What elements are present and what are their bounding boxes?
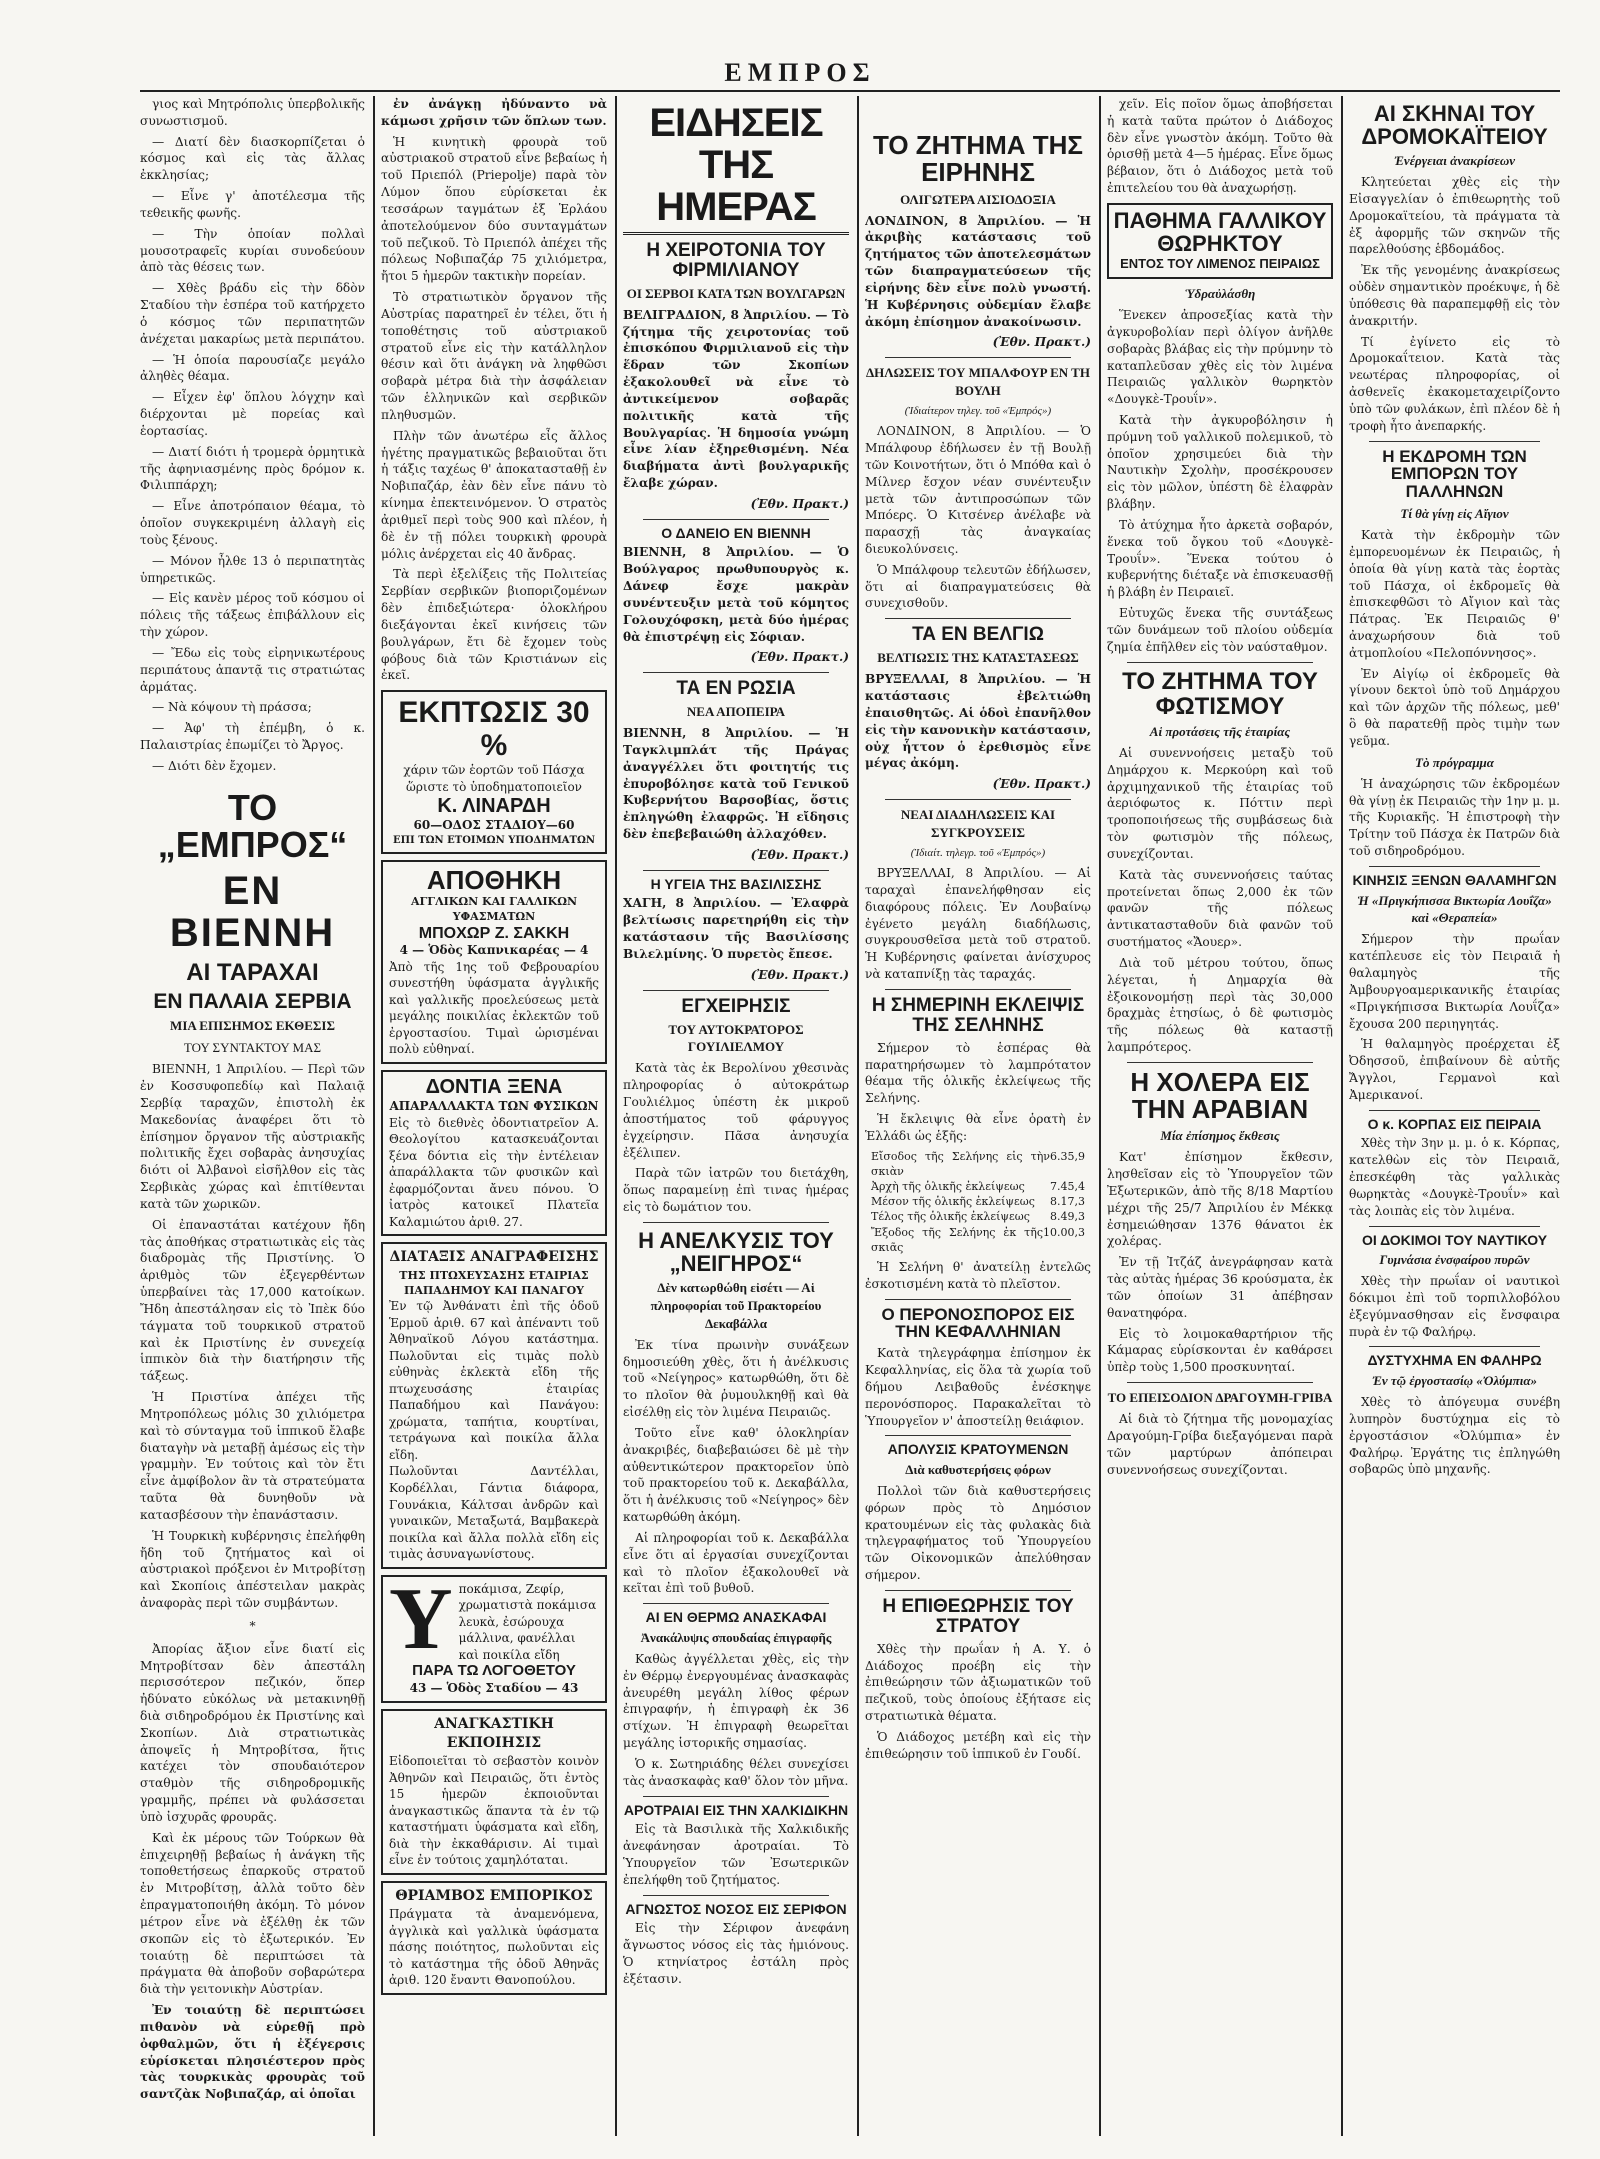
paragraph: Χθὲς τὴν πρωΐαν ἡ Α. Υ. ὁ Διάδοχος προέβη εἰς τὴν ἐπιθεώρησιν τῶν ἀξιωματικῶν τοῦ πεζικοῦ, τοὺς ὁποίους ἐξήτασε εἰς στρατιωτικὰ θέματα. (865, 1641, 1091, 1724)
ad-text: Πωλοῦνται Δαντέλλαι, Κορδέλλαι, Γάντια διάφορα, Γουνάκια, Κάλτσαι ἀνδρῶν καὶ γυναικῶν, Μεταξωτά, Βαμβακερὰ ποικίλα καὶ ἄλλα πολλὰ εἴδη εἰς τιμὰς ἀσυναγωνίστους. (389, 1464, 599, 1562)
paragraph: Ἡ Πριστίνα ἀπέχει τῆς Μητροπόλεως μόλις 30 χιλιόμετρα καὶ τὸ σύνταγμα τοῦ ἱππικοῦ ἔλαβε διαταγὴν νὰ μεταβῇ ἀμέσως εἰς τὴν γραμμὴν. Ἐν τούτοις καὶ τὸν ἔτι εἶνε ἀμφίβολον ἂν τὰ στρατεύματα ταῦτα θὰ δυνηθοῦν νὰ κατασβέσουν τὴν ἐπανάστασιν. (140, 1390, 365, 1522)
paragraph: Ἡ κινητικὴ φρουρὰ τοῦ αὐστριακοῦ στρατοῦ εἶνε βεβαίως ἡ τοῦ Πριεπόλ (Priepolje) παρὰ τὸν Λύμον ὅπου εὑρίσκεται ἐκ τεσσάρων ταγμάτων ἐξ Ἑρλάου ἀποτελούμενον δύο συνταγμάτων τοῦ πεζικοῦ. Τὸ Πριεπόλ ἀπέχει τῆς πόλεως Νοβιπαζάρ 75 χιλιόμετρα, ἤτοι 5 ἡμερῶν τακτικὴν πορείαν. (381, 134, 607, 284)
headline: ΕΓΧΕΙΡΗΣΙΣ (681, 995, 791, 1017)
ad-subtitle: ΤΗΣ ΠΤΩΧΕΥΣΑΣΗΣ ΕΤΑΙΡΙΑΣ ΠΑΠΑΔΗΜΟΥ ΚΑΙ ΠΑΝΑΓΟΥ (399, 1268, 589, 1297)
paragraph: Τὸ ἀτύχημα ἦτο ἀρκετὰ σοβαρόν, ἕνεκα τοῦ ὄγκου τοῦ «Δουγκὲ-Τρουΐν». Ἕνεκα τούτου ὁ κυβερνήτης διέταξε νὰ ἐπισκευασθῇ ἡ βλάβη ἐν Πειραιεῖ. (1107, 517, 1333, 600)
divider (1369, 1346, 1540, 1347)
paragraph: Κατὰ τὴν ἀγκυροβόλησιν ἡ πρύμνη τοῦ γαλλικοῦ πολεμικοῦ, τὸ ὁποῖον χρησιμεύει διὰ τὴν Ναυτικὴν Σχολὴν, προσέκρουσεν εἰς τὸν μῶλον, ὑπέστη δὲ ἐλαφρὰν βλάβην. (1107, 413, 1333, 512)
headline: ΑΓΝΩΣΤΟΣ ΝΟΣΟΣ ΕΙΣ ΣΕΡΙΦΟΝ (625, 1900, 847, 1917)
headline: ΑΙ ΕΝ ΘΕΡΜΩ ΑΝΑΣΚΑΦΑΙ (645, 1609, 827, 1626)
headline: Η ΧΕΙΡΟΤΟΝΙΑ ΤΟΥ ΦΙΡΜΙΛΙΑΝΟΥ (646, 240, 826, 281)
paragraph: γιος καὶ Μητρόπολις ὑπερβολικῆς συνωστισμοῦ. (140, 97, 365, 128)
paragraph: Ἐκ τῆς γενομένης ἀνακρίσεως οὐδὲν σημαντικὸν προέκυψε, ἡ δὲ ὑπόθεσις θὰ παραπεμφθῇ εἰς τὸν ἀνακριτήν. (1349, 263, 1560, 328)
table-row (871, 1179, 1085, 1194)
ad-name: ΜΠΟΧΩΡ Ζ. ΣΑΚΚΗ (418, 924, 570, 942)
divider (885, 618, 1071, 619)
subheadline: Ὑδραὐλάσθη (1184, 286, 1256, 302)
subheadline: (Ἰδιαίτερον τηλεγ. τοῦ «Ἐμπρός») (904, 405, 1052, 418)
ad-address: 4 — Ὁδὸς Καπνικαρέας — 4 (399, 943, 589, 958)
paragraph: Ἐν Αἰγίῳ οἱ ἐκδρομεῖς θὰ γίνουν δεκτοὶ ὑπὸ τοῦ Δημάρχου καὶ τῶν ἀρχῶν τῆς πόλεως, μεθ' ὃ θὰ παρατεθῇ πρὸς τιμὴν των γεῦμα. (1349, 666, 1560, 748)
paragraph: ΒΡΥΞΕΛΛΑΙ, 8 Ἀπριλίου. — Ἡ κατάστασις ἐβελτιώθη ἐπαισθητῶς. Αἱ ὁδοὶ ἐπανῆλθον εἰς τὴν κανονικὴν κατάστασιν, οὐχ ἧττον ὁ ἐρεθισμὸς εἶνε μέγας ἀκόμη. (865, 672, 1091, 771)
paragraph: Αἱ πληροφορίαι τοῦ κ. Δεκαβάλλα εἶνε ὅτι αἱ ἐργασίαι συνεχίζονται καὶ τὸ πλοῖον ἐξακολουθεῖ νὰ κεῖται ἐπὶ τοῦ βυθοῦ. (623, 1530, 849, 1596)
ad-title: ΑΝΑΓΚΑΣΤΙΚΗ ΕΚΠΟΙΗΣΙΣ (434, 1715, 554, 1751)
headline: Η ΥΓΕΙΑ ΤΗΣ ΒΑΣΙΛΙΣΣΗΣ (650, 875, 822, 892)
paragraph: Χθὲς τὸ ἀπόγευμα συνέβη λυπηρὸν δυστύχημα εἰς τὸ ἐργοστάσιον «Ὀλύμπια» ἐν Φαλήρῳ. Ἐργάτης τις ἐπληγώθη σοβαρῶς ὑπὸ μηχανῆς. (1349, 1395, 1560, 1477)
paragraph: Καθὼς ἀγγέλλεται χθὲς, εἰς τὴν ἐν Θέρμῳ ἐνεργουμένας ἀνασκαφὰς ἀνευρέθη μεγάλη λίθος φέρων ἐπιγραφήν, ἡ ἐπιγραφὴ ἐκ 36 στίχων. Ἡ ἐπιγραφὴ θεωρεῖται μεγάλης ἱστορικῆς σημασίας. (623, 1651, 849, 1751)
divider (885, 357, 1071, 358)
paragraph: ΒΕΛΙΓΡΑΔΙΟΝ, 8 Ἀπριλίου. — Τὸ ζήτημα τῆς χειροτονίας τοῦ ἐπισκόπου Φιρμιλιανοῦ εἰς τὴν ἕδραν τῶν Σκοπίων ἐξακολουθεῖ νὰ εἶνε τὸ ἀντικείμενον σοβαρᾶς πολιτικῆς κατὰ τῆς Βουλγαρίας. Ἡ δημοσία γνώμη εἶνε λίαν ἐξηρεθισμένη. Νέα διαβήματα ἀντὶ βουλγαρικῆς ἔλαβε χώραν. (623, 307, 849, 491)
eclipse-table (871, 1149, 1085, 1255)
ad-text: Πράγματα τὰ ἀναμενόμενα, ἀγγλικὰ καὶ γαλλικὰ ὑφάσματα πάσης ποιότητος, πωλοῦνται εἰς τὸ κατάστημα τῆς ὁδοῦ Ἀθηνᾶς ἀριθ. 120 ἔναντι Θανοπούλου. (389, 1907, 599, 1988)
row-label: Τέλος τῆς ὁλικῆς ἐκλείψεως (871, 1210, 1030, 1224)
paragraph: Ἐν τῇ Ἰτζάζ ἀνεγράφησαν κατὰ τὰς αὐτὰς ἡμέρας 36 κρούσματα, ἐκ τῶν ὁποίων 31 ἀπέβησαν θανατηφόρα. (1107, 1255, 1333, 1320)
paragraph: — Χθὲς βράδυ εἰς τὴν δδὸν Σταδίου τὴν ἑσπέρα τοῦ κατήρχετο ὁ κόσμος τῶν περιπατητῶν ἀνέχεται μακαρίως μετὰ περιπάτου. (140, 281, 365, 346)
paragraph: Πολλοὶ τῶν διὰ καθυστερήσεις φόρων πρὸς τὸ Δημόσιον κρατουμένων εἰς τὰς φυλακὰς διὰ τηλεγραφήματος τοῦ Ὑπουργείου τῶν Οἰκονομικῶν ἀπελύθησαν σήμερον. (865, 1483, 1091, 1583)
ad-subtitle: ΑΓΓΛΙΚΩΝ ΚΑΙ ΓΑΛΛΙΚΩΝ ΥΦΑΣΜΑΤΩΝ (410, 895, 578, 924)
paragraph: Ἡ ἔκλειψις θὰ εἶνε ὁρατὴ ἐν Ἑλλάδι ὡς ἑξῆς: (865, 1112, 1091, 1143)
column-rule (615, 96, 617, 2136)
advertisement (381, 1709, 607, 1875)
paragraph: Ὁ Διάδοχος μετέβη καὶ εἰς τὴν ἐπιθεώρησιν τοῦ ἱππικοῦ ἐν Γουδί. (865, 1729, 1091, 1761)
divider (885, 1299, 1071, 1300)
table-row (871, 1149, 1085, 1179)
column-1 (140, 96, 365, 2136)
paragraph: Διὰ τοῦ μέτρου τούτου, ὅπως λέγεται, ἡ Δημαρχία θὰ ἐξοικονομήσῃ περὶ τὰς 30,000 δραχμὰς ἐτησίως, ὁ δὲ φωτισμὸς τῆς πόλεως θὰ καταστῇ λαμπρότερος. (1107, 955, 1333, 1054)
column-3 (623, 96, 849, 2136)
paragraph: — Νὰ κόψουν τὴ πράσσα; (152, 700, 312, 715)
divider (643, 1222, 829, 1223)
paragraph: χεῖν. Εἰς ποῖον ὅμως ἀποβήσεται ἡ κατὰ ταῦτα πρώτον ὁ Διάδοχος δὲν εἶνε γνωστὸν ἀκόμη. Τοῦτο θὰ ὁρισθῇ μετὰ 4—5 ἡμέρας. Εἶνε ὅμως βέβαιον, ὅτι ὁ Διάδοχος μετὰ τοῦ ἐπιτελείου του θὰ ἀναχωρήσῃ. (1107, 97, 1333, 196)
row-label: Ἔξοδος τῆς Σελήνης ἐκ τῆς σκιᾶς (871, 1225, 1043, 1254)
section-title: ΕΙΔΗΣΕΙΣ ΤΗΣ ΗΜΕΡΑΣ (623, 102, 849, 235)
subheadline: ΜΙΑ ΕΠΙΣΗΜΟΣ ΕΚΘΕΣΙΣ (170, 1018, 335, 1034)
paragraph: Καὶ ἐκ μέρους τῶν Τούρκων θὰ ἐπιχειρηθῇ βεβαίως ἡ ἀνάγκη τῆς τοποθετήσεως ἐπαρκοῦς στρατοῦ ἐν Μιτροβίτσῃ, ἀλλὰ τοῦτο δὲν ἐπραγματοποιήθη ἀκόμη. Τὸ μόνον μέτρον εἶνε νὰ ἐξέλθῃ ἐκ τῶν σκοπῶν εἰς τὸ ἐξωτερικόν. Ἐν τοιαύτῃ δὲ περιπτώσει τὰ πράγματα θὰ ἀποβοῦν σοβαρώτερα διὰ τὴν γειτονικὴν Αὐστρίαν. (140, 1830, 365, 1997)
headline: ΑΙ ΤΑΡΑΧΑΙ (186, 959, 319, 987)
divider (1127, 1382, 1313, 1383)
divider (643, 1895, 829, 1896)
ad-text: ποκάμισα, Ζεφίρ, χρωματιστὰ ποκάμισα λευκὰ, ἐσώρουχα μάλλινα, φανέλλαι καὶ ποικίλα εἴδη (458, 1581, 597, 1662)
column-2 (381, 96, 607, 2136)
subheadline: Γυμνάσια ἐνσφαίρου πυρῶν (1379, 1252, 1530, 1268)
headline: ΑΠΟΛΥΣΙΣ ΚΡΑΤΟΥΜΕΝΩΝ (887, 1441, 1069, 1458)
paragraph: — Διατί δὲν διασκορπίζεται ὁ κόσμος καὶ εἰς τὰς ἄλλας ἐκκλησίας; (140, 134, 365, 183)
headline: Η ΣΗΜΕΡΙΝΗ ΕΚΛΕΙΨΙΣ ΤΗΣ ΣΕΛΗΝΗΣ (871, 994, 1085, 1036)
paragraph: Κατὰ τὰς ἐκ Βερολίνου χθεσινὰς πληροφορίας ὁ αὐτοκράτωρ Γουλιέλμος ὑπέστη ἐκ μικροῦ ἀποστήματος τοῦ φάρυγγος ἐγχείρησιν. Πᾶσα ἀνησυχία ἐξέλιπεν. (623, 1061, 849, 1160)
paragraph: Ἡ Σελήνη θ' ἀνατείλῃ ἐντελῶς ἐσκοτισμένη κατὰ τὸ πλεῖστον. (865, 1259, 1091, 1291)
headline: ΔΥΣΤΥΧΗΜΑ ΕΝ ΦΑΛΗΡΩ (1367, 1352, 1542, 1369)
advertisement (381, 1881, 607, 1995)
subheadline: ΟΙ ΣΕΡΒΟΙ ΚΑΤΑ ΤΩΝ ΒΟΥΛΓΑΡΩΝ (626, 285, 846, 301)
paragraph: Τί ἐγίνετο εἰς τὸ Δρομοκαΐτειον. Κατὰ τὰς νεωτέρας πληροφορίας, οἱ ἀσθενεῖς ἐκακομεταχειρίζοντο ὑπὸ τῶν φυλάκων, ἐπὶ πλέον δὲ ἡ τροφὴ ἦτο ἀνεπαρκής. (1349, 334, 1560, 433)
subheadline: ΝΕΑ ΑΠΟΠΕΙΡΑ (686, 704, 786, 720)
banner-title: ΤΟ „ΕΜΠΡΟΣ“ (157, 786, 348, 866)
subheadline: Μία ἐπίσημος ἔκθεσις (1160, 1128, 1280, 1144)
divider (885, 1590, 1071, 1591)
source-credit: (Ἐθν. Πρακτ.) (750, 967, 849, 982)
paragraph: — Ἀφ' τὴ ἐπέμβη, ὁ κ. Παλαιστρίας ἐπωμίζει τὸ Ἄργος. (140, 721, 365, 752)
column-rule (373, 96, 375, 2136)
paragraph: Ἡ Τουρκικὴ κυβέρνησις ἐπελήφθη ἤδη τοῦ ζητήματος καὶ οἱ αὐστριακοὶ πρόξενοι ἐν Μιτροβίτσῃ καὶ Σκοπίοις ἀπέστειλαν μακρὰς ἀναφορὰς περὶ τῶν συμβάντων. (140, 1528, 365, 1611)
paragraph: — Ἔδω εἰς τοὺς εἰρηνικωτέρους περιπάτους ἀπαντᾷ τις στρατιώτας ἀρμάτας. (140, 645, 365, 694)
ad-name: Κ. ΛΙΝΑΡΔΗ (437, 795, 551, 818)
subheadline: Ἐν τῷ ἐργοστασίῳ «Ὀλύμπια» (1371, 1373, 1538, 1389)
separator-star: * (249, 1618, 256, 1633)
ad-title: ΘΡΙΑΜΒΟΣ ΕΜΠΟΡΙΚΟΣ (395, 1887, 593, 1904)
ad-initial: Υ (389, 1570, 453, 1668)
paragraph: — Τὴν ὁποίαν πολλαὶ μουσοτραφεῖς κυρίαι συνοδεύουν ἀπὸ τὰς θέσεις των. (140, 226, 365, 275)
headline: Η ΕΠΙΘΕΩΡΗΣΙΣ ΤΟΥ ΣΤΡΑΤΟΥ (882, 1595, 1074, 1637)
source-credit: (Ἐθν. Πρακτ.) (750, 650, 849, 665)
paragraph: ΒΙΕΝΝΗ, 8 Ἀπριλίου. — Ἡ Ταγκλιμπλάτ τῆς Πράγας ἀναγγέλλει ὅτι φοιτητής τις ἐπυροβόλησε κατὰ τοῦ Γενικοῦ Κυβερνήτου Βαρσοβίας, ὅστις ἐπληγώθη ἐλαφρῶς. Ἡ εἴδησις δὲν ἐπεβεβαιώθη ἀλλαχόθεν. (623, 726, 849, 842)
headline: ΑΡΟΤΡΑΙΑΙ ΕΙΣ ΤΗΝ ΧΑΛΚΙΔΙΚΗΝ (623, 1801, 849, 1818)
ad-text: Εἰδοποιεῖται τὸ σεβαστὸν κοινὸν Ἀθηνῶν καὶ Πειραιῶς, ὅτι ἐντὸς 15 ἡμερῶν ἐκποιοῦνται ἀναγκαστικῶς ἅπαντα τὰ ἐν τῷ καταστήματι ὑφάσματα καὶ εἴδη, διὰ τὴν ἐκκαθάρισιν. Αἱ τιμαὶ εἶνε ἐν τούτοις χαμηλόταται. (389, 1754, 599, 1868)
paragraph: Ἀπορίας ἄξιον εἶνε διατί εἰς Μητροβίτσαν δὲν ἀπεστάλη περισσότερον πεζικόν, ὅπερ ἠδύνατο εὐκόλως νὰ μετακινηθῇ διὰ σιδηροδρόμου ἐκ Πριστίνης καὶ Σκοπίων. Διὰ στρατιωτικὰς ἀποψεῖς ἡ Μητροβίτσα, ἥτις κατέχει τὸν σπουδαιότερον σταθμὸν τῆς σιδηροδρομικῆς γραμμῆς, πρέπει νὰ φυλάσσεται ὑπὸ ἰσχυρᾶς φρουρᾶς. (140, 1641, 365, 1824)
advertisement (381, 1242, 607, 1568)
divider (643, 672, 829, 673)
paragraph: ΒΙΕΝΝΗ, 8 Ἀπριλίου. — Ὁ Βούλγαρος πρωθυπουργὸς κ. Δάνεφ ἔσχε μακρὰν συνέντευξιν μετὰ τοῦ κόμητος Γολουχόφσκη, μετὰ δύο ἡμέρας θὰ ἐπιστρέψῃ εἰς Σόφιαν. (623, 545, 849, 644)
source-credit: (Ἐθν. Πρακτ.) (750, 847, 849, 862)
table-row (871, 1194, 1085, 1209)
paragraph: — Διότι δὲν ἔχομεν. (152, 758, 277, 773)
paragraph: Εἰς τὸ λοιμοκαθαρτήριον τῆς Κάμαρας εὑρίσκονται ἐν καθάρσει ὑπὲρ τοὺς 1,500 προσκυνηταί. (1107, 1326, 1333, 1375)
column-4 (865, 96, 1091, 2136)
row-value: 7.45,4 (1050, 1180, 1085, 1194)
advertisement (381, 860, 607, 1064)
ad-title: ΔΟΝΤΙΑ ΞΕΝΑ (425, 1075, 563, 1098)
paragraph: — Εἰς κανὲν μέρος τοῦ κόσμου οἱ πόλεις τῆς τάξεως ἐπιβάλλουν εἰς τὴν χώρον. (140, 591, 365, 640)
paragraph: Κλητεύεται χθὲς εἰς τὴν Εἰσαγγελίαν ὁ ἐπιθεωρητὴς τοῦ Δρομοκαϊτείου, τὰ πράγματα τὰ ἐξ ἀφορμῆς τῶν σκηνῶν τῆς παρελθούσης ἑβδομάδος. (1349, 175, 1560, 257)
subheadline: Διὰ καθυστερήσεις φόρων (905, 1462, 1051, 1478)
divider (1127, 1062, 1313, 1063)
masthead (0, 0, 1600, 87)
row-label: Μέσον τῆς ὁλικῆς ἐκλείψεως (871, 1195, 1035, 1209)
divider (643, 519, 829, 520)
subheadline: Ἐνέργειαι ἀνακρίσεων (1393, 153, 1515, 169)
divider (643, 870, 829, 871)
divider (885, 989, 1071, 990)
divider (885, 799, 1071, 800)
paragraph: Ἡ θαλαμηγὸς προέρχεται ἐξ Ὀδησσοῦ, ἐπιβαίνουν δὲ αὐτῆς Ἄγγλοι, Γερμανοὶ καὶ Ἀμερικανοί. (1349, 1037, 1560, 1102)
paragraph: Ἡ ἀναχώρησις τῶν ἐκδρομέων θὰ γίνῃ ἐκ Πειραιῶς τὴν 1ην μ. μ. τῆς Κυριακῆς. Ἡ ἐπιστροφὴ τὴν Τρίτην τοῦ Πάσχα ἐκ Πατρῶν διὰ τοῦ σιδηροδρόμου. (1349, 776, 1560, 859)
headline: ΤΑ ΕΝ ΒΕΛΓΙΩ (912, 624, 1044, 646)
paragraph: ΧΑΓΗ, 8 Ἀπριλίου. — Ἐλαφρὰ βελτίωσις παρετηρήθη εἰς τὴν κατάστασιν τῆς Βασιλίσσης Βιλελμίνης. Ὁ πυρετὸς ἔπεσε. (623, 896, 849, 961)
subheadline: Αἱ προτάσεις τῆς ἑταιρίας (1149, 723, 1291, 739)
ad-title: ΔΙΑΤΑΞΙΣ ΑΝΑΓΡΑΦΕΙΣΗΣ (389, 1249, 599, 1266)
top-rule (140, 90, 1560, 92)
table-row (871, 1209, 1085, 1224)
divider (1369, 1110, 1540, 1111)
divider (643, 1603, 829, 1604)
subheadline: (Ἰδιαίτ. τηλεγρ. τοῦ «Ἐμπρός») (910, 846, 1046, 859)
paragraph: Πλὴν τῶν ἀνωτέρω εἶς ἄλλος ἡγέτης πραγματικῶς βεβαιοῦται ὅτι ἡ τάξις ταχέως θ' ἀποκατασταθῇ ἐν Νοβιπαζάρ, ἐὰν δὲν εἶνε πάνυ τὸ κίνημα ἐπεκτεινόμενον. Ὁ στρατὸς ἀριθμεῖ περὶ τοὺς 900 καὶ πλέον, ἡ δὲ ἐν τῇ πόλει τουρκικὴ φρουρὰ μόλις ἀνέρχεται εἰς 40 ἄνδρας. (381, 428, 607, 561)
headline: ΚΙΝΗΣΙΣ ΞΕΝΩΝ ΘΑΛΑΜΗΓΩΝ (1352, 871, 1557, 888)
paragraph: Κατὰ τηλεγράφημα ἐπίσημον ἐκ Κεφαλληνίας, εἰς ὅλα τὰ χωρία τοῦ δήμου Λειβαθοῦς ἐνέσκηψε περονόσπορος. Παρακαλεῖται τὸ Ὑπουργεῖον ν' ἀποστείλῃ θειάφιον. (865, 1346, 1091, 1428)
divider (1369, 866, 1540, 867)
paragraph: — Εἶνε γ' ἀποτέλεσμα τῆς τεθεικῆς φωνῆς. (140, 189, 365, 220)
subheadline: Δὲν κατωρθώθη εἰσέτι — Αἱ πληροφορίαι τοῦ Πρακτορείου Δεκαβάλλα (650, 1280, 822, 1331)
divider (643, 1796, 829, 1797)
headline: Η ΑΝΕΛΚΥΣΙΣ ΤΟΥ „ΝΕΙΓΗΡΟΣ“ (638, 1227, 834, 1276)
advertisement (381, 1070, 607, 1236)
paragraph: — Μόνον ἦλθε 13 ὁ περιπατητὰς ὑπηρετικῶς. (140, 553, 365, 585)
headline: ΤΑ ΕΝ ΡΩΣΙΑ (676, 678, 796, 700)
source-credit: (Ἐθν. Πρακτ.) (992, 335, 1091, 350)
paragraph: ΒΡΥΞΕΛΛΑΙ, 8 Ἀπριλίου. — Αἱ ταραχαὶ ἐπανελήφθησαν εἰς διαφόρους πόλεις. Ἐν Λουβαίνῳ ἐγένετο μεγάλη διαδήλωσις, συγκρουσθεῖσα μετὰ τοῦ στρατοῦ. Ἡ Κυβέρνησις φαίνεται ἀνίσχυρος νὰ καταπνίξῃ τὰς ταραχάς. (865, 866, 1091, 981)
ad-address: 60—ΟΔΟΣ ΣΤΑΔΙΟΥ—60 (413, 818, 575, 833)
paragraph: — Ἡ ὁποία παρουσίαζε μεγάλο ἀληθὲς θέαμα. (140, 352, 365, 384)
paragraph: ἐν ἀνάγκῃ ἠδύναντο νὰ κάμωσι χρῆσιν τῶν ὅπλων των. (381, 97, 607, 128)
headline: ΟΙ ΔΟΚΙΜΟΙ ΤΟΥ ΝΑΥΤΙΚΟΥ (1361, 1231, 1548, 1248)
subheadline: Ἡ «Πριγκήπισσα Βικτωρία Λουΐζα» καὶ «Θεραπεία» (1357, 892, 1552, 926)
byline: ΤΟΥ ΣΥΝΤΑΚΤΟΥ ΜΑΣ (183, 1040, 322, 1056)
source-credit: (Ἐθν. Πρακτ.) (750, 496, 849, 511)
paragraph: Παρὰ τῶν ἰατρῶν του διετάχθη, ὅπως παραμείνῃ ἐπὶ τινας ἡμέρας εἰς τὸ δωμάτιον του. (623, 1166, 849, 1214)
subheadline: ΒΕΛΤΙΩΣΙΣ ΤΗΣ ΚΑΤΑΣΤΑΣΕΩΣ (877, 650, 1079, 666)
paragraph: Χθὲς τὴν πρωΐαν οἱ ναυτικοὶ δόκιμοι ἐπὶ τοῦ τορπιλλοβόλου ἐξεγύμνασθησαν εἰς ἔνσφαιρα πυρὰ ἐν τῷ Φαλήρῳ. (1349, 1274, 1560, 1339)
row-value: 6.35,9 (1050, 1149, 1085, 1163)
column-6 (1349, 96, 1560, 2136)
ad-subtitle: ΑΠΑΡΑΛΛΑΚΤΑ ΤΩΝ ΦΥΣΙΚΩΝ (389, 1098, 599, 1113)
paragraph: Ὁ Μπάλφουρ τελευτῶν ἐδήλωσεν, ὅτι αἱ διαπραγματεύσεις θὰ συνεχισθοῦν. (865, 562, 1091, 611)
paragraph: Κατὰ τὰς συνεννοήσεις ταύτας προτείνεται ὅπως 2,000 ἐκ τῶν φανῶν τῆς πόλεως ἀντικατασταθοῦν διὰ φανῶν τοῦ συστήματος «Ἄουερ». (1107, 867, 1333, 950)
headline: ΕΝ ΠΑΛΑΙΑ ΣΕΡΒΙΑ (153, 990, 352, 1014)
ad-text: Ἀπὸ τῆς 1ης τοῦ Φεβρουαρίου συνεστήθη ὑφάσματα ἀγγλικῆς καὶ γαλλικῆς προελεύσεως μετὰ μεγάλης ποικιλίας ἐκλεκτῶν τοῦ ἐργοστασίου. Τιμαὶ ὡρισμέναι πολὺ εὐθηναί. (389, 959, 599, 1057)
divider (1369, 441, 1540, 442)
paragraph: ΛΟΝΔΙΝΟΝ, 8 Ἀπριλίου. — Ὁ Μπάλφουρ ἐδήλωσεν ἐν τῇ Βουλῇ τῶν Κοινοτήτων, ὅτι ὁ Μπόθα καὶ ὁ Μίλνερ ἔσχον νέαν συνέντευξιν μετὰ τῶν ἀντιπροσώπων τῶν Μπόερς. Ὁ Κιτσένερ ἀνέλαβε νὰ παρασχῇ τὰς ἀναγκαίας διευκολύνσεις. (865, 424, 1091, 556)
paragraph: Ἐκ τίνα πρωινὴν συνάξεων δημοσιεύθη χθὲς, ὅτι ἡ ἀνέλκυσις τοῦ «Νείγηρος» κατωρθώθη, ὅτι δὲ το πλοῖον θὰ ῥυμουλκηθῇ καὶ θὰ εἰσέλθῃ εἰς τὸν λιμένα Πειραιῶς. (623, 1337, 849, 1420)
ad-text: Εἰς τὸ διεθνὲς ὀδοντιατρεῖον Α. Θεολογίτου κατασκευάζονται ξένα δόντια εἰς τὴν ἐντέλειαν ἀπαράλλακτα τῶν φυσικῶν καὶ ἐφαρμόζονται ἄνευ πόνου. Ὁ ἰατρὸς κατοικεῖ Πλατεῖα Καλαμιώτου ἀριθ. 27. (389, 1115, 599, 1229)
subheadline: ΤΟ ΕΠΕΙΣΟΔΙΟΝ ΔΡΑΓΟΥΜΗ-ΓΡΙΒΑ (1107, 1390, 1333, 1406)
paragraph: — Διατί διότι ἡ τρομερὰ ὁρμητικὰ τῆς ἀφηνιασμένης πρὸς δρόμον κ. Φιλιππάρχη; (140, 444, 365, 493)
paragraph: Εἰς τὴν Σέριφον ἀνεφάνη ἄγνωστος νόσος εἰς τὰς ἡμιόνους. Ὁ κτηνίατρος ἐστάλη πρὸς ἐξέτασιν. (623, 1921, 849, 1986)
paragraph: ΒΙΕΝΝΗ, 1 Ἀπριλίου. — Περὶ τῶν ἐν Κοσσυφοπεδίῳ καὶ Παλαιᾷ Σερβίᾳ ταραχῶν, ἐπιστολὴ ἐκ Μακεδονίας ἀναφέρει ὅτι τὸ ἐπίσημον ὄργανον τῆς αὐστριακῆς πολιτικῆς ἔχει σοβαρὰς ἀνησυχίας διότι οἱ Ἀλβανοὶ εἰσῆλθον εἰς τὰς Σερβικὰς χώρας καὶ ἐπιτίθενται κατὰ τῶν χωρικῶν. (140, 1062, 365, 1211)
paragraph: Αἱ διὰ τὸ ζήτημα τῆς μονομαχίας Δραγούμη-Γρίβα διεξαγόμεναι παρὰ τῶν μαρτύρων ἀπόπειραι συνεννοήσεως συνεχίζονται. (1107, 1412, 1333, 1477)
paragraph: — Εἶχεν ἐφ' ὅπλου λόγχην καὶ διέρχονται μὲ πορείας καὶ ἑορτασίας. (140, 390, 365, 438)
subheadline: ΟΛΙΓΩΤΕΡΑ ΑΙΣΙΟΔΟΞΙΑ (900, 191, 1056, 207)
paragraph: Ἐν τοιαύτῃ δὲ περιπτώσει πιθανὸν νὰ εὑρεθῇ πρὸ ὀφθαλμῶν, ὅτι ἡ ἐξέγερσις εὑρίσκεται πλησιέστερον πρὸς τὰς τουρκικὰς φρουρὰς τοῦ σαντζὰκ Νοβιπαζάρ, αἱ ὁποῖαι (140, 2003, 365, 2102)
ad-title: ΕΚΠΤΩΣΙΣ 30 % (398, 696, 590, 763)
headline: Ο ΔΑΝΕΙΟ ΕΝ ΒΙΕΝΝΗ (661, 524, 811, 541)
headline: ΠΑΘΗΜΑ ΓΑΛΛΙΚΟΥ ΘΩΡΗΚΤΟΥ (1113, 207, 1327, 257)
paragraph: Ὁ κ. Σωτηριάδης θέλει συνεχίσει τὰς ἀνασκαφὰς καθ' ὅλον τὸν μῆνα. (623, 1756, 849, 1788)
row-label: Ἀρχὴ τῆς ὁλικῆς ἐκλείψεως (871, 1180, 1025, 1194)
divider (1369, 1226, 1540, 1227)
subheadline: Τί θὰ γίνῃ εἰς Αἴγιον (1400, 506, 1509, 522)
paragraph: Κατ' ἐπίσημον ἔκθεσιν, λησθεῖσαν εἰς τὸ Ὑπουργεῖον τῶν Ἐξωτερικῶν, ἀπὸ τῆς 8/18 Μαρτίου μέχρι τῆς 25/7 Ἀπριλίου ἐν Μέκκᾳ ἐσημειώθησαν 1376 θάνατοι ἐκ χολέρας. (1107, 1150, 1333, 1249)
paragraph: Ἕνεκεν ἀπροσεξίας κατὰ τὴν ἀγκυροβολίαν περὶ ὀλίγον ἀνῆλθε σοβαρὰς βλάβας εἰς τὴν πρύμνην τὸ καταπλεῦσαν χθὲς εἰς τὸν λιμένα Πειραιῶς γαλλικὸν θωρηκτὸν «Δουγκὲ-Τρουΐν». (1107, 308, 1333, 407)
headline: Ο ΠΕΡΟΝΟΣΠΟΡΟΣ ΕΙΣ ΤΗΝ ΚΕΦΑΛΛΗΝΙΑΝ (881, 1304, 1075, 1342)
ad-footer: ΕΠΙ ΤΩΝ ΕΤΟΙΜΩΝ ΥΠΟΔΗΜΑΤΩΝ (392, 834, 596, 846)
ad-address: 43 — Ὁδὸς Σταδίου — 43 (409, 1680, 579, 1695)
column-5 (1107, 96, 1333, 2136)
paragraph: — Εἶνε ἀποτρόπαιον θέαμα, τὸ ὁποῖον συγκεκριμένη ἀλλαγὴ εἰς τοὺς ξένους. (140, 499, 365, 547)
paragraph: Εὐτυχῶς ἕνεκα τῆς συντάξεως τῶν δυνάμεων τοῦ πλοίου οὐδεμία ζημία ἐπῆλθεν εἰς τὸν ναύσταθμον. (1107, 606, 1333, 654)
paragraph: Εἰς τὰ Βασιλικὰ τῆς Χαλκιδικῆς ἀνεφάνησαν ἀροτραίαι. Τὸ Ὑπουργεῖον τῶν Ἐσωτερικῶν ἐπελήφθη τοῦ ζητήματος. (623, 1822, 849, 1887)
subheadline: ΕΝΤΟΣ ΤΟΥ ΛΙΜΕΝΟΣ ΠΕΙΡΑΙΩΣ (1120, 256, 1320, 272)
divider (885, 1435, 1071, 1436)
divider (643, 990, 829, 991)
row-label: Εἴσοδος τῆς Σελήνης εἰς τὴν σκιὰν (871, 1149, 1050, 1178)
column-rule (1341, 96, 1343, 2136)
headline: ΤΟ ΖΗΤΗΜΑ ΤΟΥ ΦΩΤΙΣΜΟΥ (1122, 667, 1318, 720)
banner-subtitle: ΕΝ ΒΙΕΝΝΗ (169, 869, 336, 956)
headline: Η ΧΟΛΕΡΑ ΕΙΣ ΤΗΝ ΑΡΑΒΙΑΝ (1130, 1066, 1310, 1125)
paragraph: Αἱ συνεννοήσεις μεταξὺ τοῦ Δημάρχου κ. Μερκούρη καὶ τοῦ ἀρχιμηχανικοῦ τῆς ἑταιρίας τοῦ ἀεριόφωτος κ. Πόττιν περὶ τροποποιήσεως τῆς συμβάσεως διὰ τὸν φωτισμὸν τῆς πόλεως, συνεχίζονται. (1107, 745, 1333, 861)
source-credit: (Ἐθν. Πρακτ.) (992, 777, 1091, 792)
row-value: 8.17,3 (1050, 1195, 1085, 1209)
row-value: 8.49,3 (1050, 1210, 1085, 1224)
headline: Η ΕΚΔΡΟΜΗ ΤΩΝ ΕΜΠΟΡΩΝ ΤΟΥ ΠΑΛΛΗΝΩΝ (1382, 446, 1527, 502)
paragraph: Σήμερον τὴν πρωΐαν κατέπλευσε εἰς τὸν Πειραιᾶ ἡ θαλαμηγὸς τῆς Ἀμβουργοαμερικανικῆς ἑταιρίας «Πριγκήπισσα Βικτωρία Λουΐζα» ἔχουσα 200 περιηγητάς. (1349, 932, 1560, 1031)
headline: ΤΟ ΖΗΤΗΜΑ ΤΗΣ ΕΙΡΗΝΗΣ (872, 130, 1084, 188)
column-rule (857, 96, 859, 2136)
newspaper-name: ΕΜΠΡΟΣ (724, 58, 876, 87)
subheadline: ΤΟΥ ΑΥΤΟΚΡΑΤΟΡΟΣ ΓΟΥΙΛΙΕΛΜΟΥ (668, 1021, 804, 1055)
ad-text: χάριν τῶν ἑορτῶν τοῦ Πάσχα ὥριστε τὸ ὑποδηματοποιεῖον (403, 763, 585, 794)
headline: Ο κ. ΚΟΡΠΑΣ ΕΙΣ ΠΕΙΡΑΙΑ (1367, 1115, 1542, 1132)
paragraph: Τὰ περὶ ἐξελίξεις τῆς Πολιτείας Σερβίαν σερβικῶν βιοποριζομένων δὲν ἐπιδεξιώτερα· ὁλοκλήρου διεξάγονται ἐκεῖ κινήσεις τῶν βουλγάρων, ἔτι δὲ ἔχομεν τοὺς φόβους διὰ τῶν Κριστιάνων εἰς ἐκεῖ. (381, 567, 607, 683)
paragraph: Χθὲς τὴν 3ην μ. μ. ὁ κ. Κόρπας, κατελθὼν εἰς τὸν Πειραιᾶ, ἐπεσκέφθη τὰς γαλλικὰς θωρηκτὰς «Δουγκὲ-Τρουΐν» καὶ τὰς λοιπὰς εἰς τὸν λιμένα. (1349, 1136, 1560, 1218)
subheadline: ΔΗΛΩΣΕΙΣ ΤΟΥ ΜΠΑΛΦΟΥΡ ΕΝ ΤΗ ΒΟΥΛΗ (866, 365, 1090, 399)
paragraph: Σήμερον τὸ ἑσπέρας θὰ παρατηρήσωμεν τὸ λαμπρότατον θέαμα τῆς ὁλικῆς ἐκλείψεως τῆς Σελήνης. (865, 1040, 1091, 1106)
subheadline: ΝΕΑΙ ΔΙΑΔΗΛΩΣΕΙΣ ΚΑΙ ΣΥΓΚΡΟΥΣΕΙΣ (900, 806, 1056, 840)
advertisement (381, 690, 607, 853)
paragraph: Τὸ στρατιωτικὸν ὄργανον τῆς Αὐστρίας παρατηρεῖ ἐν τέλει, ὅτι ἡ τοποθέτησις τοῦ αὐστριακοῦ στρατοῦ εἶνε εἰς τὴν κατάλληλον θέσιν καὶ ὅτι ἀνάγκη νὰ ληφθῶσι σοβαρὰ μέτρα διὰ τὴν ἀσφάλειαν τῶν ἑλληνικῶν καὶ σερβικῶν πληθυσμῶν. (381, 290, 607, 422)
advertisement (381, 1570, 607, 1703)
table-row (871, 1225, 1085, 1255)
subheadline: Ἀνακάλυψις σπουδαίας ἐπιγραφῆς (640, 1629, 832, 1645)
paragraph: Οἱ ἐπαναστάται κατέχουν ἤδη τὰς ἀποθήκας στρατιωτικὰς εἰς τὰς διαδρομὰς τῆς Πριστίνης. Ὁ ἀριθμὸς τῶν ἐξεγερθέντων ὑπερβαίνει τὰς 17,000 κατοίκων. Ἤδη ἀπεστάλησαν εἰς τὸ Ἰπὲκ δύο τάγματα τοῦ τουρκικοῦ στρατοῦ καὶ ἐκ Πριστίνης ἐν συνεχείᾳ ἱππικὸν διὰ τὴν διατήρησιν τῆς τάξεως. (140, 1217, 365, 1384)
headline: ΑΙ ΣΚΗΝΑΙ ΤΟΥ ΔΡΟΜΟΚΑΪΤΕΙΟΥ (1361, 101, 1548, 150)
row-value: 10.00,3 (1043, 1225, 1085, 1239)
paragraph: Κατὰ τὴν ἐκδρομὴν τῶν ἐμπορευομένων ἐκ Πειραιῶς, ἡ ὁποία θὰ γίνῃ κατὰ τὰς ἑορτὰς τοῦ Πάσχα, οἱ ἐκδρομεῖς θὰ ἐπισκεφθῶσι τὸ Αἴγιον καὶ τὰς Πάτρας. Ἐκ Πειραιῶς θ' ἀναχωρήσουν διὰ τοῦ ἀτμοπλοίου «Πελοπόννησος». (1349, 528, 1560, 660)
ad-name: ΠΑΡΑ ΤΩ ΛΟΓΟΘΕΤΟΥ (412, 1662, 576, 1680)
paragraph: ΛΟΝΔΙΝΟΝ, 8 Ἀπριλίου. — Ἡ ἀκριβὴς κατάστασις τοῦ ζητήματος τῶν ἀποτελεσμάτων τῶν διαπραγματεύσεων τῆς εἰρήνης δὲν εἶνε πολὺ γνωστή. Ἡ Κυβέρνησις οὐδεμίαν ἔλαβε ἀκόμη ἐπίσημον ἀνακοίνωσιν. (865, 213, 1091, 329)
column-rule (1099, 96, 1101, 2136)
subheadline: Τὸ πρόγραμμα (1415, 754, 1494, 770)
ad-title: ΑΠΟΘΗΚΗ (426, 864, 562, 895)
divider (1127, 662, 1313, 663)
headline-box (1107, 203, 1333, 279)
paragraph: Τοῦτο εἶνε καθ' ὁλοκληρίαν ἀνακριβές, διαβεβαιώσει δὲ μὲ τὴν αὐθεντικώτερον πρακτορεῖον ὑπὸ τοῦ πρακτορείου τοῦ κ. Δεκαβάλλα, ὅτι ἡ ἀνέλκυσις τοῦ «Νείγηρος» δὲν κατωρθώθη ἀκόμη. (623, 1425, 849, 1525)
ad-text: Ἐν τῷ Ἀνθάνατι ἐπὶ τῆς ὁδοῦ Ἑρμοῦ ἀριθ. 67 καὶ ἀπέναντι τοῦ Ἀθηναϊκοῦ Λόγου κατάστημα. Πωλοῦνται εἰς τιμὰς πολὺ εὐθηνὰς ἐκλεκτὰ εἴδη τῆς πτωχευσάσης ἑταιρίας Παπαδήμου καὶ Πανάγου: χρώματα, ταπήτια, κουρτίναι, τετράγωνα καὶ ποικίλα ἄλλα εἴδη. (389, 1298, 599, 1462)
